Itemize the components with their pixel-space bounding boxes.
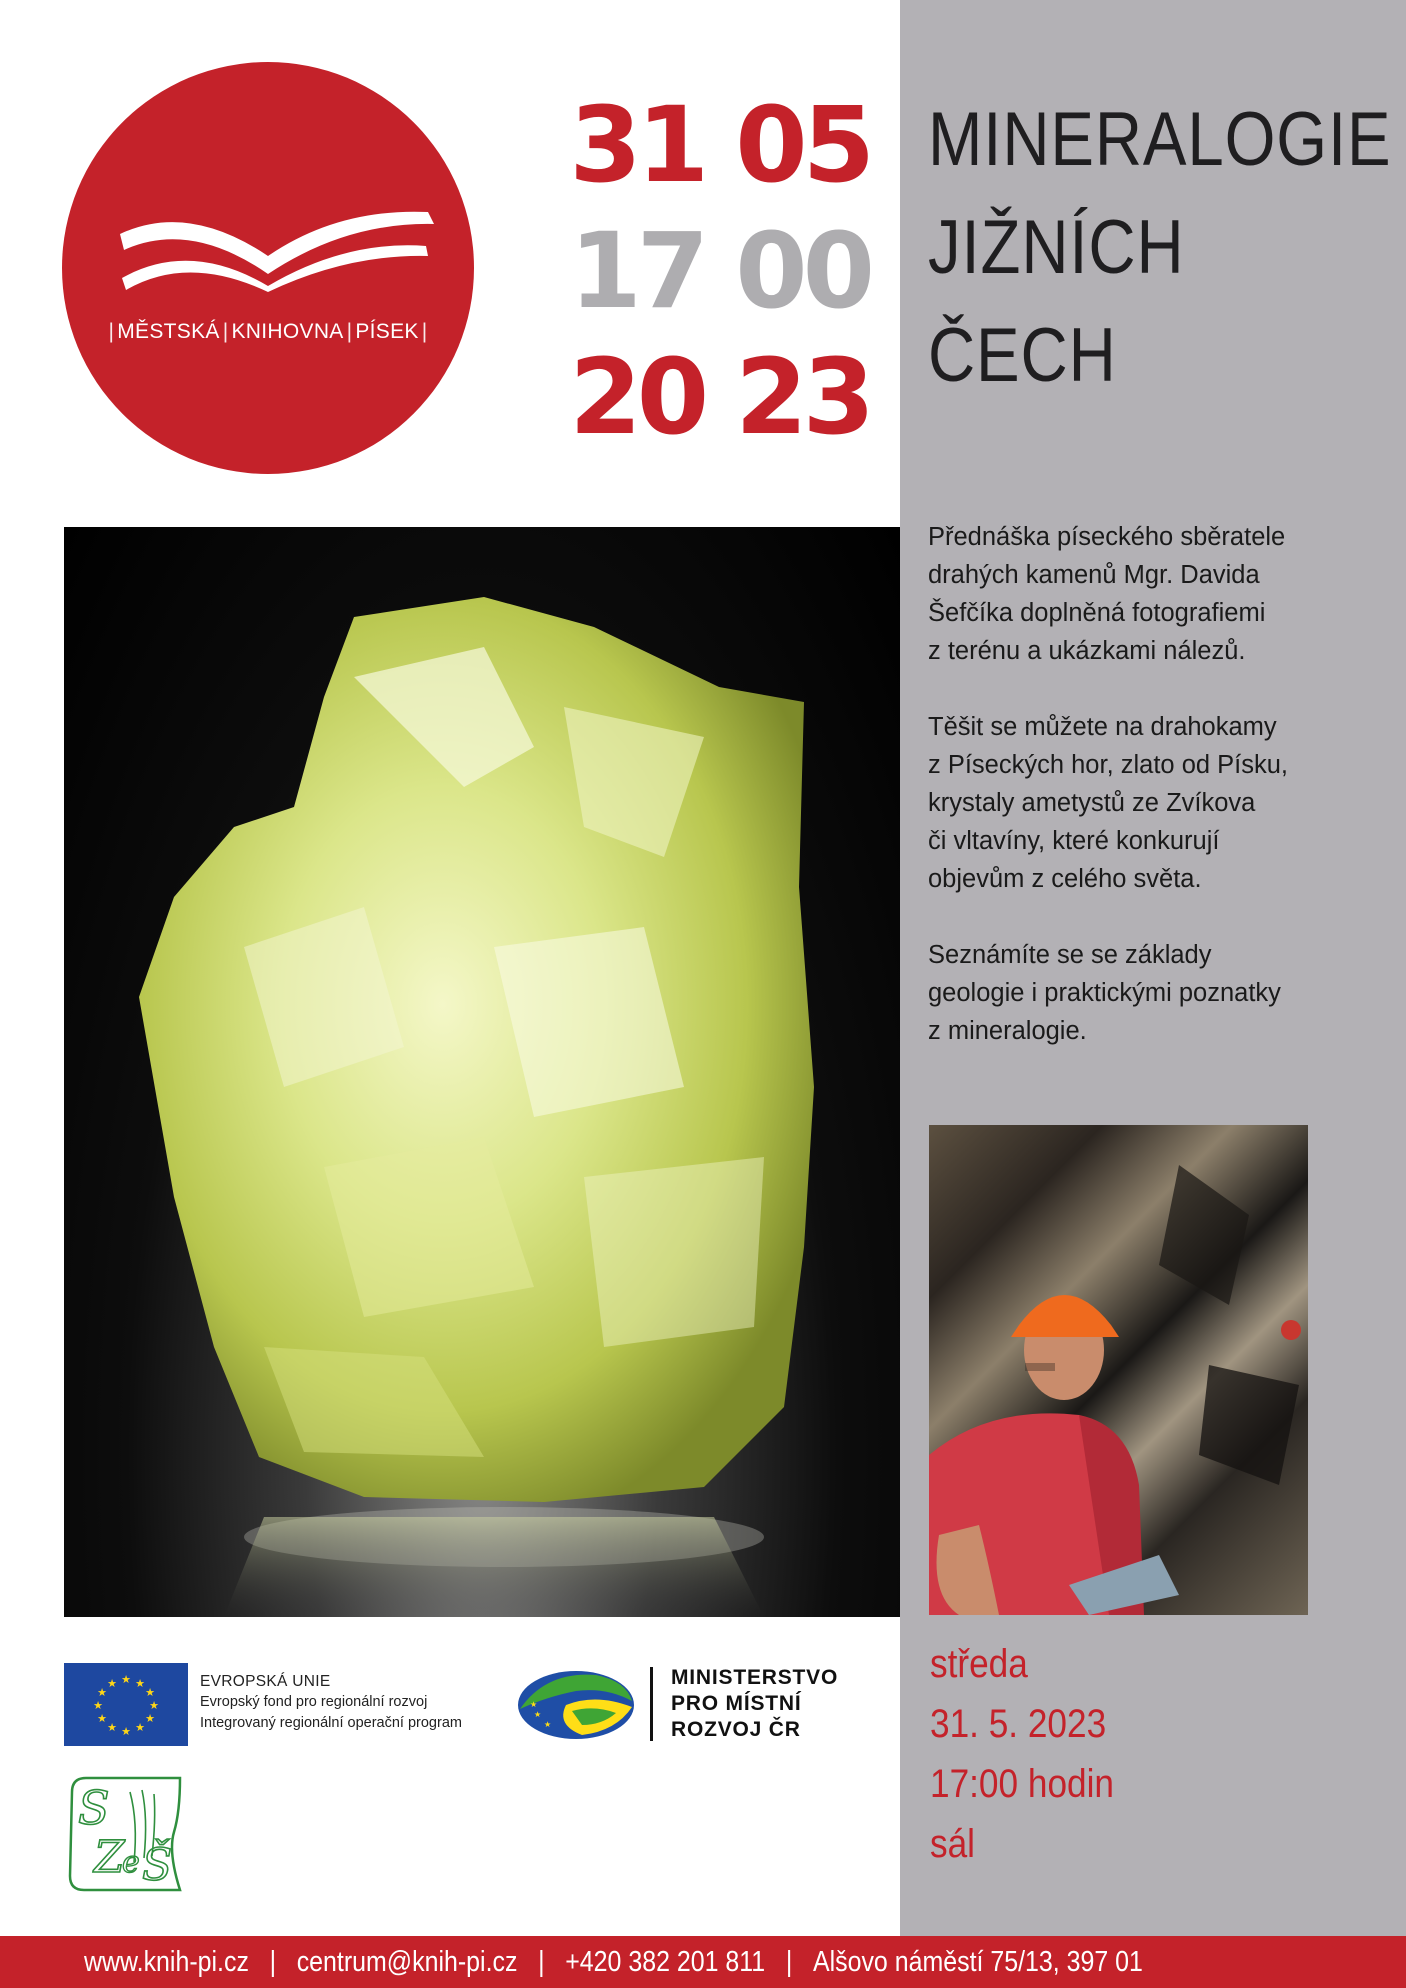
library-name: | MĚSTSKÁ | KNIHOVNA | PÍSEK |	[108, 320, 428, 343]
svg-text:S: S	[78, 1781, 110, 1835]
footer-phone: +420 382 201 811	[565, 1946, 766, 1978]
logo-word-3: PÍSEK	[355, 320, 419, 343]
ministry-name	[671, 1665, 838, 1743]
logo-word-1: MĚSTSKÁ	[117, 320, 220, 343]
open-book-icon	[98, 182, 438, 292]
event-time: 17:00 hodin	[930, 1762, 1115, 1806]
crystal-illustration	[64, 527, 900, 1617]
ministry-logo-icon	[516, 1665, 636, 1743]
event-title	[928, 86, 1392, 410]
footer-address: Alšovo náměstí 75/13, 397 01	[812, 1946, 1143, 1978]
date-day-month: 31 05	[569, 84, 870, 206]
footer-web-link[interactable]: www.knih-pi.cz	[84, 1946, 249, 1978]
lecturer-photo	[929, 1125, 1308, 1615]
eu-title: EVROPSKÁ UNIE	[200, 1673, 331, 1690]
svg-text:★: ★	[530, 1700, 538, 1709]
library-logo	[62, 62, 474, 474]
svg-text:Š: Š	[142, 1840, 173, 1891]
footer-separator: |	[538, 1946, 545, 1978]
event-description	[928, 518, 1378, 1088]
svg-text:★: ★	[149, 1699, 159, 1712]
description-paragraph-1: Přednáška píseckého sběratele drahých kamenů Mgr. Davida Šefčíka doplněná fotografiemi z terénu a ukázkami nálezů.	[928, 523, 1286, 665]
description-paragraph-2: Těšit se můžete na drahokamy z Píseckých hor, zlato od Písku, krystaly ametystů ze Zvíkova či vltavíny, které konkurují objevům z celého světa.	[928, 713, 1289, 893]
svg-text:★: ★	[107, 1677, 117, 1690]
eu-program: Integrovaný regionální operační program	[200, 1715, 462, 1731]
svg-text:Z: Z	[94, 1832, 125, 1883]
date-time: 17 00	[569, 210, 870, 332]
svg-text:★: ★	[97, 1686, 107, 1699]
svg-text:e: e	[122, 1845, 140, 1880]
svg-text:★: ★	[135, 1721, 145, 1734]
svg-text:★: ★	[107, 1721, 117, 1734]
svg-text:★: ★	[97, 1712, 107, 1725]
event-place: sál	[930, 1822, 976, 1866]
date-time-block	[530, 82, 870, 460]
footer-separator: |	[785, 1946, 793, 1978]
eu-text	[200, 1671, 462, 1734]
svg-text:★: ★	[145, 1712, 155, 1725]
title-line-3: ČECH	[928, 313, 1117, 398]
title-line-1: MINERALOGIE	[928, 97, 1392, 182]
eu-fund: Evropský fond pro regionální rozvoj	[200, 1694, 428, 1710]
eu-flag-icon	[64, 1663, 188, 1746]
footer-contact-bar	[0, 1936, 1406, 1988]
event-day: středa	[930, 1642, 1028, 1686]
lecturer-illustration	[929, 1125, 1308, 1615]
svg-text:★: ★	[544, 1720, 552, 1729]
ministry-line-1: MINISTERSTVO	[671, 1666, 839, 1689]
ministry-divider	[650, 1667, 653, 1741]
ministry-line-2: PRO MÍSTNÍ	[671, 1692, 802, 1715]
svg-text:★: ★	[121, 1673, 131, 1686]
mineral-photo	[64, 527, 900, 1617]
logo-word-2: KNIHOVNA	[231, 320, 344, 343]
event-date: 31. 5. 2023	[930, 1702, 1107, 1746]
footer-email-link[interactable]: centrum@knih-pi.cz	[296, 1946, 518, 1978]
ministry-line-3: ROZVOJ ČR	[671, 1718, 801, 1741]
footer-separator: |	[269, 1946, 277, 1978]
szes-logo-icon	[64, 1772, 188, 1896]
svg-text:★: ★	[145, 1686, 155, 1699]
title-line-2: JIŽNÍCH	[928, 205, 1185, 290]
svg-text:★: ★	[534, 1710, 542, 1719]
svg-text:★: ★	[93, 1699, 103, 1712]
event-info	[930, 1634, 1114, 1874]
description-paragraph-3: Seznámíte se se základy geologie i praktickými poznatky z mineralogie.	[928, 941, 1281, 1045]
svg-text:★: ★	[121, 1725, 131, 1738]
date-year: 20 23	[569, 336, 870, 458]
svg-text:★: ★	[135, 1677, 145, 1690]
